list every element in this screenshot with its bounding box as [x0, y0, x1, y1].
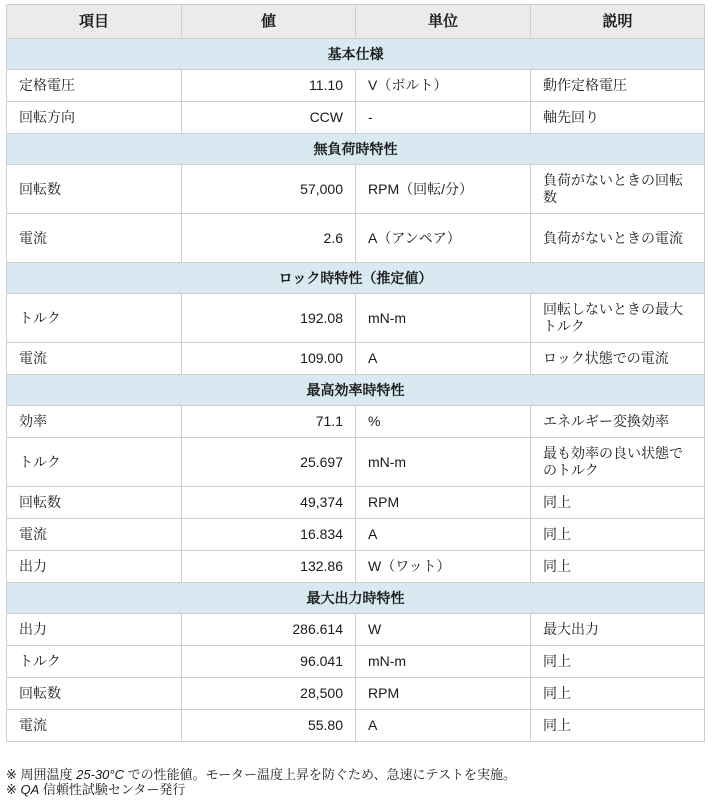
- footnote-test-conditions: [6, 767, 516, 782]
- cell-value: 286.614: [182, 614, 356, 646]
- cell-item: 電流: [7, 343, 182, 375]
- cell-item: トルク: [7, 294, 182, 343]
- cell-description: 最大出力: [531, 614, 705, 646]
- table-row: [7, 487, 705, 519]
- cell-value: 25.697: [182, 438, 356, 487]
- section-no-load: [7, 134, 705, 165]
- header-item: 項目: [7, 5, 182, 39]
- table-row: [7, 614, 705, 646]
- table-row: [7, 214, 705, 263]
- table-row: [7, 102, 705, 134]
- cell-item: トルク: [7, 646, 182, 678]
- header-description: 説明: [531, 5, 705, 39]
- cell-description: 同上: [531, 678, 705, 710]
- cell-description: 動作定格電圧: [531, 70, 705, 102]
- motor-spec-table: [6, 4, 705, 742]
- section-title: 最大出力時特性: [7, 583, 705, 614]
- header-value: 値: [182, 5, 356, 39]
- cell-unit: RPM（回転/分）: [356, 165, 531, 214]
- footnote-text: ※: [6, 782, 21, 797]
- cell-value: 71.1: [182, 406, 356, 438]
- cell-unit: A: [356, 343, 531, 375]
- cell-unit: -: [356, 102, 531, 134]
- cell-item: 電流: [7, 214, 182, 263]
- table-row: [7, 294, 705, 343]
- cell-value: 192.08: [182, 294, 356, 343]
- cell-value: 2.6: [182, 214, 356, 263]
- table-row: [7, 343, 705, 375]
- table-row: [7, 678, 705, 710]
- cell-unit: mN-m: [356, 646, 531, 678]
- cell-item: 回転数: [7, 487, 182, 519]
- cell-unit: W: [356, 614, 531, 646]
- table-row: [7, 438, 705, 487]
- cell-value: 55.80: [182, 710, 356, 742]
- section-locked: [7, 263, 705, 294]
- footnote-temperature: 25-30°C: [76, 767, 124, 782]
- cell-description: 同上: [531, 710, 705, 742]
- table-header-row: [7, 5, 705, 39]
- table-row: [7, 710, 705, 742]
- cell-item: 回転数: [7, 678, 182, 710]
- cell-value: 96.041: [182, 646, 356, 678]
- cell-unit: W（ワット）: [356, 551, 531, 583]
- cell-value: 57,000: [182, 165, 356, 214]
- table-row: [7, 551, 705, 583]
- section-max-output: [7, 583, 705, 614]
- table-row: [7, 406, 705, 438]
- cell-value: 49,374: [182, 487, 356, 519]
- footnote-issuer: [6, 782, 516, 797]
- cell-description: 最も効率の良い状態でのトルク: [531, 438, 705, 487]
- footnote-qa: QA: [20, 782, 40, 797]
- cell-item: 電流: [7, 710, 182, 742]
- cell-item: 出力: [7, 614, 182, 646]
- footnote-text: ※ 周囲温度: [6, 767, 77, 782]
- cell-description: 負荷がないときの電流: [531, 214, 705, 263]
- section-title: 基本仕様: [7, 39, 705, 70]
- footnote-text: 信頼性試験センター発行: [39, 782, 186, 797]
- footnotes: [6, 767, 516, 797]
- cell-description: 同上: [531, 551, 705, 583]
- cell-value: CCW: [182, 102, 356, 134]
- section-title: ロック時特性（推定値）: [7, 263, 705, 294]
- cell-unit: A: [356, 519, 531, 551]
- section-basic-spec: [7, 39, 705, 70]
- section-title: 最高効率時特性: [7, 375, 705, 406]
- section-max-efficiency: [7, 375, 705, 406]
- cell-item: 電流: [7, 519, 182, 551]
- cell-unit: A（アンペア）: [356, 214, 531, 263]
- cell-description: ロック状態での電流: [531, 343, 705, 375]
- table-row: [7, 70, 705, 102]
- cell-value: 132.86: [182, 551, 356, 583]
- cell-value: 109.00: [182, 343, 356, 375]
- cell-unit: RPM: [356, 678, 531, 710]
- cell-description: 負荷がないときの回転数: [531, 165, 705, 214]
- cell-unit: RPM: [356, 487, 531, 519]
- cell-unit: %: [356, 406, 531, 438]
- cell-unit: V（ボルト）: [356, 70, 531, 102]
- cell-item: 定格電圧: [7, 70, 182, 102]
- cell-description: 同上: [531, 519, 705, 551]
- cell-description: 同上: [531, 646, 705, 678]
- cell-value: 16.834: [182, 519, 356, 551]
- table-row: [7, 519, 705, 551]
- cell-unit: mN-m: [356, 438, 531, 487]
- cell-description: 回転しないときの最大トルク: [531, 294, 705, 343]
- cell-item: 回転方向: [7, 102, 182, 134]
- section-title: 無負荷時特性: [7, 134, 705, 165]
- cell-item: 効率: [7, 406, 182, 438]
- cell-value: 28,500: [182, 678, 356, 710]
- table-row: [7, 646, 705, 678]
- cell-item: 出力: [7, 551, 182, 583]
- header-unit: 単位: [356, 5, 531, 39]
- table-row: [7, 165, 705, 214]
- footnote-text: での性能値。モーター温度上昇を防ぐため、急速にテストを実施。: [123, 767, 517, 782]
- cell-description: エネルギー変換効率: [531, 406, 705, 438]
- cell-description: 軸先回り: [531, 102, 705, 134]
- cell-item: 回転数: [7, 165, 182, 214]
- cell-description: 同上: [531, 487, 705, 519]
- cell-unit: A: [356, 710, 531, 742]
- cell-unit: mN-m: [356, 294, 531, 343]
- spec-table-container: [6, 4, 704, 742]
- cell-item: トルク: [7, 438, 182, 487]
- cell-value: 11.10: [182, 70, 356, 102]
